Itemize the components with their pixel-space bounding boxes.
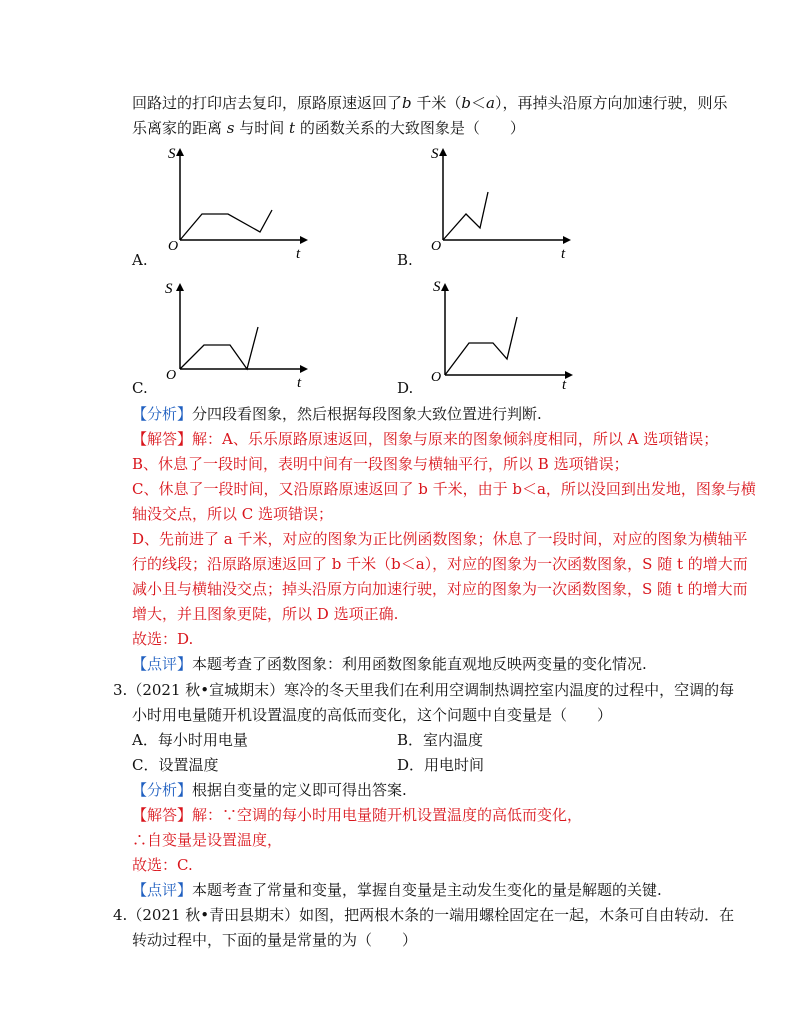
q3-analysis: 【分析】根据自变量的定义即可得出答案. xyxy=(132,781,407,799)
origin-label: O xyxy=(166,368,177,383)
q3-answer-choice: 故选：C. xyxy=(132,856,193,874)
graph-b[interactable] xyxy=(423,140,583,265)
q3-option-c[interactable]: C．设置温度 xyxy=(132,756,219,774)
comment-tag: 【点评】 xyxy=(132,881,193,899)
q3-option-a[interactable]: A．每小时用电量 xyxy=(132,731,248,749)
q4-stem-line2: 转动过程中，下面的量是常量的为（ ） xyxy=(132,931,418,949)
q3-option-b[interactable]: B．室内温度 xyxy=(397,731,484,749)
axis-x-label: t xyxy=(296,246,301,262)
axis-x-label: t xyxy=(561,246,566,262)
origin-label: O xyxy=(168,239,179,254)
q3-comment: 【点评】本题考查了常量和变量，掌握自变量是主动发生变化的量是解题的关键. xyxy=(132,881,662,899)
graph-a[interactable] xyxy=(160,140,320,265)
q3-answer-line: 【解答】解：∵空调的每小时用电量随开机设置温度的高低而变化， xyxy=(132,806,583,824)
q2-comment: 【点评】本题考查了函数图象：利用函数图象能直观地反映两变量的变化情况. xyxy=(132,655,647,673)
q2-answer-line: 增大，并且图象更陡，所以 D 选项正确. xyxy=(132,605,399,623)
axis-y-label: S xyxy=(431,146,439,162)
axis-x-label: t xyxy=(297,375,302,391)
axis-x-label: t xyxy=(562,377,567,393)
q3-stem-line1: 3.（2021 秋•宣城期末）寒冷的冬天里我们在利用空调制热调控室内温度的过程中，空调的每 xyxy=(113,681,735,699)
question-number: 4. xyxy=(113,906,128,924)
q4-stem-line1: 4.（2021 秋•青田县期末）如图，把两根木条的一端用螺栓固定在一起，木条可自由转动．在 xyxy=(113,906,735,924)
axis-y-label: S xyxy=(433,279,441,295)
q2-answer-choice: 故选：D. xyxy=(132,630,194,648)
q3-stem-line2: 小时用电量随开机设置温度的高低而变化，这个问题中自变量是（ ） xyxy=(132,706,613,724)
q2-answer-line: 行的线段；沿原路原速返回了 b 千米（b＜a），对应的图象为一次函数图象，S 随 t 的增大而 xyxy=(132,555,748,573)
q2-analysis: 【分析】分四段看图象，然后根据每段图象大致位置进行判断. xyxy=(132,405,542,423)
analysis-tag: 【分析】 xyxy=(132,405,193,423)
q3-answer-line: ∴自变量是设置温度， xyxy=(132,831,283,849)
origin-label: O xyxy=(431,370,442,385)
origin-label: O xyxy=(431,239,442,254)
option-c-label[interactable]: C. xyxy=(132,379,148,397)
answer-tag: 【解答】 xyxy=(132,806,193,824)
graph-c[interactable] xyxy=(160,275,320,400)
q3-option-d[interactable]: D．用电时间 xyxy=(397,756,485,774)
q2-stem-line1: 回路过的打印店去复印，原路原速返回了b 千米（b＜a），再掉头沿原方向加速行驶，则乐 xyxy=(132,94,728,112)
answer-tag: 【解答】 xyxy=(132,430,193,448)
q2-answer-line: 轴没交点，所以 C 选项错误； xyxy=(132,505,334,523)
q2-answer-line: 【解答】解：A、乐乐原路原速返回，图象与原来的图象倾斜度相同，所以 A 选项错误； xyxy=(132,430,719,448)
option-b-label[interactable]: B. xyxy=(397,251,413,269)
axis-y-label: S xyxy=(165,281,173,297)
q2-answer-line: D、先前进了 a 千米，对应的图象为正比例函数图象；休息了一段时间，对应的图象为横轴平 xyxy=(132,530,748,548)
analysis-tag: 【分析】 xyxy=(132,781,193,799)
comment-tag: 【点评】 xyxy=(132,655,193,673)
option-d-label[interactable]: D. xyxy=(397,379,414,397)
option-a-label[interactable]: A. xyxy=(132,251,148,269)
question-number: 3. xyxy=(113,681,128,699)
q2-answer-line: C、休息了一段时间，又沿原路原速返回了 b 千米，由于 b＜a，所以没回到出发地，图象与横 xyxy=(132,480,756,498)
axis-y-label: S xyxy=(168,146,176,162)
q2-stem-line2: 乐离家的距离 s 与时间 t 的函数关系的大致图象是（ ） xyxy=(132,119,525,137)
graph-d[interactable] xyxy=(425,275,585,400)
q2-answer-line: B、休息了一段时间，表明中间有一段图象与横轴平行，所以 B 选项错误； xyxy=(132,455,629,473)
q2-answer-line: 减小且与横轴没交点；掉头沿原方向加速行驶，对应的图象为一次函数图象，S 随 t 的增大而 xyxy=(132,580,748,598)
